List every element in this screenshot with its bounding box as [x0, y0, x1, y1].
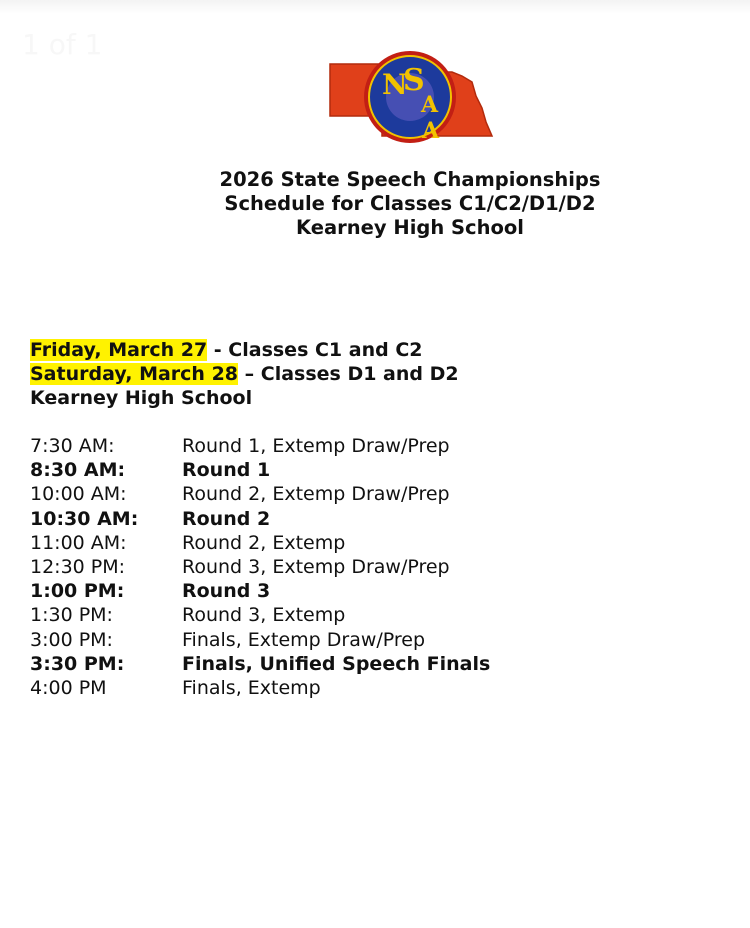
schedule-row [30, 676, 490, 700]
schedule-event: Round 2, Extemp [182, 531, 346, 554]
logo-letter-n: N [382, 68, 408, 101]
title-line-3: Kearney High School [296, 216, 524, 239]
schedule-row [30, 531, 490, 555]
title-line-1: 2026 State Speech Championships [219, 168, 601, 191]
schedule-row [30, 434, 490, 458]
day2-line [30, 362, 459, 386]
day1-classes: - Classes C1 and C2 [207, 339, 423, 361]
event-location: Kearney High School [30, 387, 253, 409]
day1-date: Friday, March 27 [30, 339, 208, 361]
schedule-time: 11:00 AM: [30, 531, 127, 554]
schedule-row [30, 482, 490, 506]
schedule-event: Round 2 [182, 507, 271, 530]
schedule-time: 12:30 PM: [30, 556, 126, 579]
schedule-list [30, 434, 490, 700]
schedule-row [30, 628, 490, 652]
schedule-event: Round 3, Extemp Draw/Prep [182, 556, 450, 579]
day2-classes: – Classes D1 and D2 [238, 363, 459, 385]
schedule-time: 10:30 AM: [30, 507, 139, 530]
viewer-top-bar [0, 0, 750, 14]
schedule-time: 4:00 PM [30, 677, 107, 700]
schedule-time: 3:30 PM: [30, 652, 125, 675]
nsaa-logo [326, 50, 494, 150]
schedule-event: Finals, Extemp Draw/Prep [182, 628, 426, 651]
day1-line [30, 338, 459, 362]
page-indicator: 1 of 1 [22, 28, 103, 61]
event-dates [30, 338, 459, 410]
schedule-row [30, 603, 490, 627]
schedule-row [30, 458, 490, 482]
schedule-event: Round 3, Extemp [182, 604, 346, 627]
schedule-event: Round 2, Extemp Draw/Prep [182, 483, 450, 506]
schedule-time: 8:30 AM: [30, 459, 126, 482]
logo-letter-a2: A [422, 118, 440, 144]
schedule-time: 10:00 AM: [30, 483, 127, 506]
schedule-time: 3:00 PM: [30, 628, 113, 651]
schedule-event: Round 1, Extemp Draw/Prep [182, 435, 450, 457]
schedule-time: 1:00 PM: [30, 580, 125, 603]
logo-letter-s: S [403, 63, 425, 98]
schedule-event: Finals, Unified Speech Finals [182, 652, 491, 675]
schedule-event: Finals, Extemp [182, 677, 321, 700]
schedule-row [30, 507, 490, 531]
schedule-time: 1:30 PM: [30, 604, 113, 627]
title-line-2: Schedule for Classes C1/C2/D1/D2 [224, 192, 596, 215]
schedule-row [30, 555, 490, 579]
schedule-time: 7:30 AM: [30, 435, 115, 457]
logo-letter-a1: A [421, 92, 439, 118]
schedule-event: Round 3 [182, 580, 271, 603]
schedule-row [30, 579, 490, 603]
day2-date: Saturday, March 28 [30, 363, 239, 385]
schedule-event: Round 1 [182, 459, 271, 482]
document-title [200, 168, 620, 240]
schedule-row [30, 652, 490, 676]
